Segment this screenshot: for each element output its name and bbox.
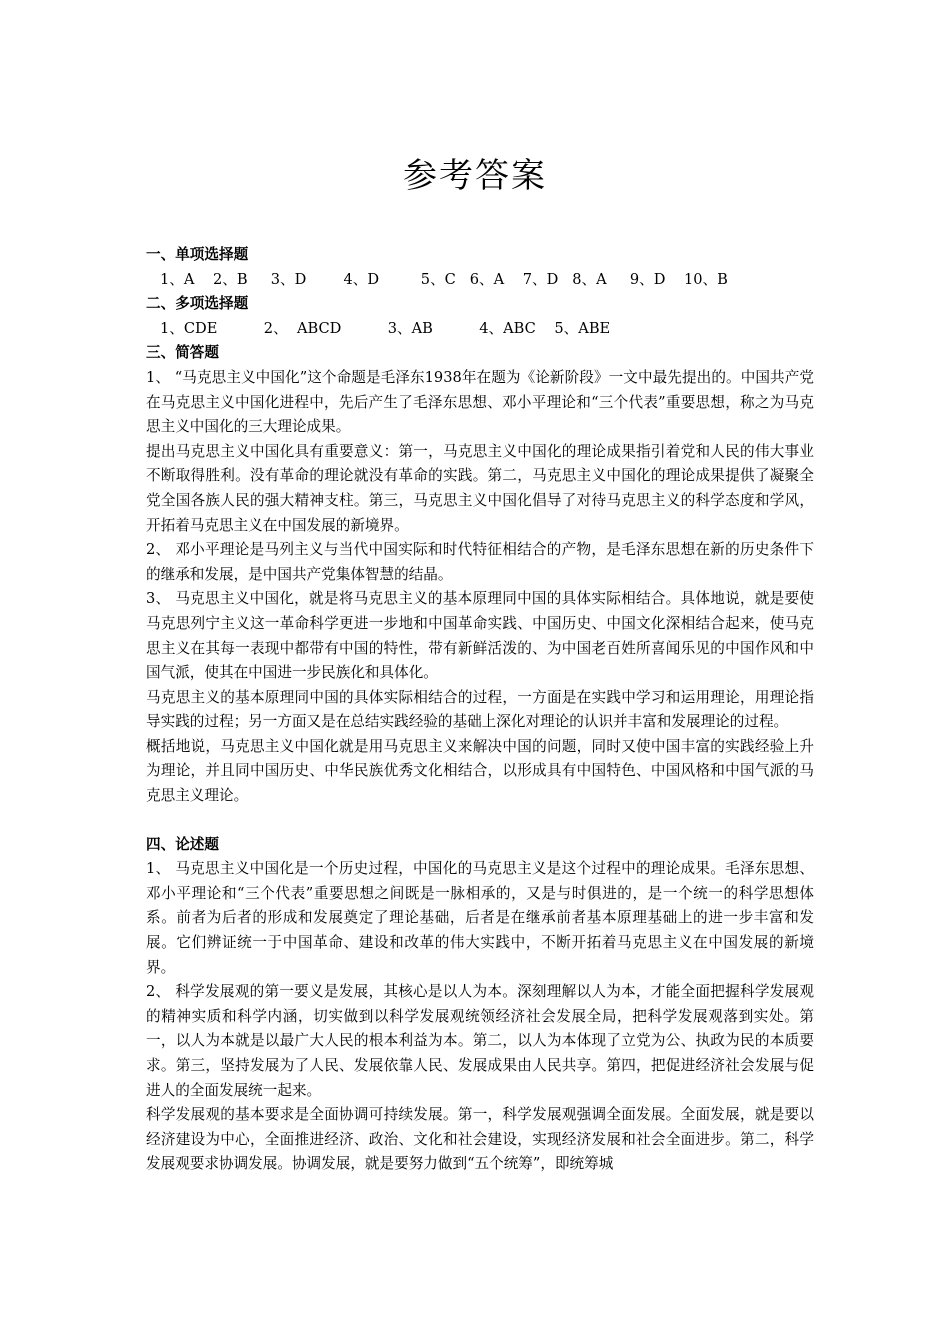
- short-answer-paragraph: 概括地说，马克思主义中国化就是用马克思主义来解决中国的问题，同时又使中国丰富的实践经验上升为理论，并且同中国历史、中华民族优秀文化相结合，以形成具有中国特色、中国风格和中国气派的马克思主义理论。: [146, 737, 814, 805]
- short-answer-paragraph: 马克思主义的基本原理同中国的具体实际相结合的过程，一方面是在实践中学习和运用理论，用理论指导实践的过程；另一方面又是在总结实践经验的基础上深化对理论的认识并丰富和发展理论的过程。: [146, 688, 814, 731]
- page-title: 参考答案: [403, 156, 547, 196]
- section-heading-multiple-choice: 二、多项选择题: [146, 295, 249, 313]
- single-choice-answers: 1、A 2、B 3、D 4、D 5、C 6、A 7、D 8、A 9、D 10、B: [160, 270, 728, 288]
- multiple-choice-answers: 1、CDE 2、 ABCD 3、AB 4、ABC 5、ABE: [160, 319, 611, 337]
- document-body: [146, 243, 814, 1177]
- short-answer-paragraph: 提出马克思主义中国化具有重要意义：第一，马克思主义中国化的理论成果指引着党和人民的伟大事业不断取得胜利。没有革命的理论就没有革命的实践。第二，马克思主义中国化的理论成果提供了凝聚全党全国各族人民的强大精神支柱。第三，马克思主义中国化倡导了对待马克思主义的科学态度和学风，开拓着马克思主义在中国发展的新境界。: [146, 442, 814, 534]
- essay-paragraph: 1、 马克思主义中国化是一个历史过程，中国化的马克思主义是这个过程中的理论成果。毛泽东思想、邓小平理论和“三个代表”重要思想之间既是一脉相承的，又是与时俱进的，是一个统一的科学思想体系。前者为后者的形成和发展奠定了理论基础，后者是在继承前者基本原理基础上的进一步丰富和发展。它们辨证统一于中国革命、建设和改革的伟大实践中，不断开拓着马克思主义在中国发展的新境界。: [146, 860, 814, 976]
- section-heading-short-answer: 三、简答题: [146, 344, 219, 362]
- short-answer-paragraph: 2、 邓小平理论是马列主义与当代中国实际和时代特征相结合的产物，是毛泽东思想在新的历史条件下的继承和发展，是中国共产党集体智慧的结晶。: [146, 541, 814, 583]
- section-spacer: [146, 809, 814, 833]
- short-answer-paragraph: 1、 “马克思主义中国化”这个命题是毛泽东1938年在题为《论新阶段》一文中最先提出的。中国共产党在马克思主义中国化进程中，先后产生了毛泽东思想、邓小平理论和“三个代表”重要思想，称之为马克思主义中国化的三大理论成果。: [146, 368, 814, 436]
- short-answer-paragraph: 3、 马克思主义中国化，就是将马克思主义的基本原理同中国的具体实际相结合。具体地说，就是要使马克思列宁主义这一革命科学更进一步地和中国革命实践、中国历史、中国文化深相结合起来，使马克思主义在其每一表现中都带有中国的特性，带有新鲜活泼的、为中国老百姓所喜闻乐见的中国作风和中国气派，使其在中国进一步民族化和具体化。: [146, 590, 814, 682]
- essay-paragraph: 2、 科学发展观的第一要义是发展，其核心是以人为本。深刻理解以人为本，才能全面把握科学发展观的精神实质和科学内涵，切实做到以科学发展观统领经济社会发展全局，把科学发展观落到实处。第一，以人为本就是以最广大人民的根本利益为本。第二，以人为本体现了立党为公、执政为民的本质要求。第三，坚持发展为了人民、发展依靠人民、发展成果由人民共享。第四，把促进经济社会发展与促进人的全面发展统一起来。: [146, 983, 814, 1099]
- section-heading-essay: 四、论述题: [146, 835, 219, 853]
- section-heading-single-choice: 一、单项选择题: [146, 246, 249, 263]
- essay-paragraph: 科学发展观的基本要求是全面协调可持续发展。第一，科学发展观强调全面发展。全面发展，就是要以经济建设为中心，全面推进经济、政治、文化和社会建设，实现经济发展和社会全面进步。第二，科学发展观要求协调发展。协调发展，就是要努力做到“五个统筹”，即统筹城: [146, 1106, 814, 1173]
